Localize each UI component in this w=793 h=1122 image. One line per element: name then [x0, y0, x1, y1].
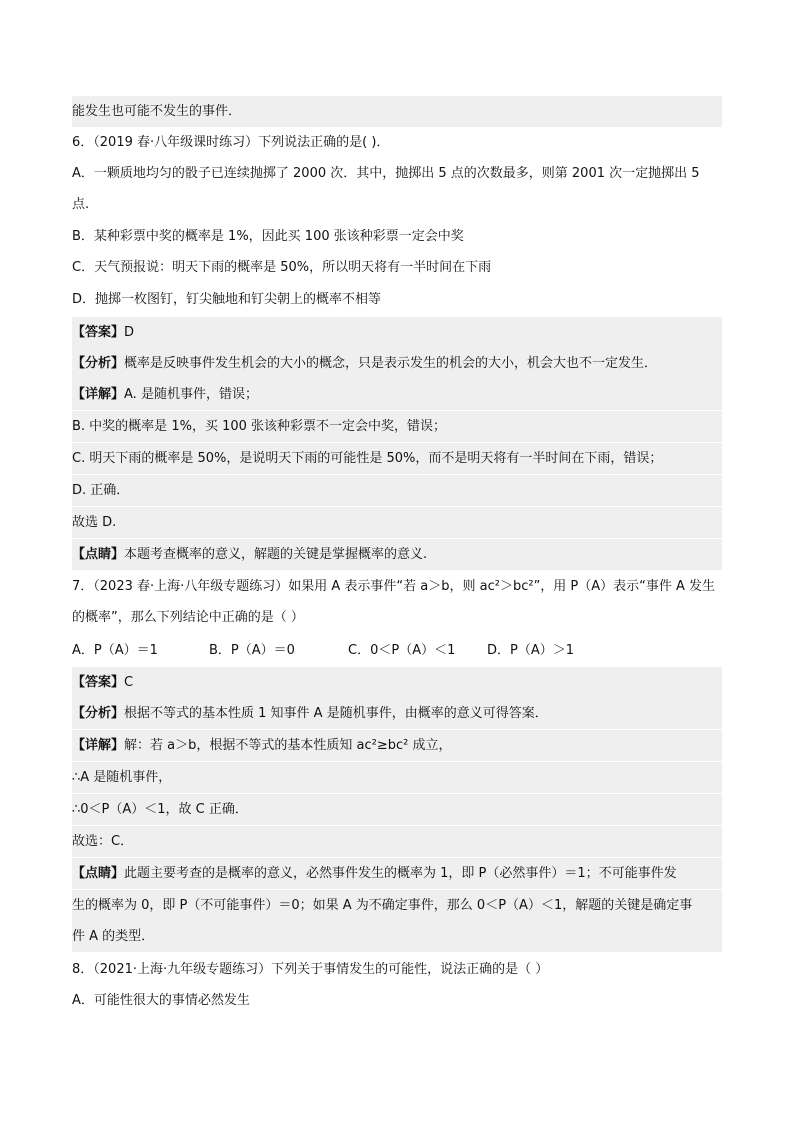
- q7-option-a: A．P（A）＝1: [72, 643, 158, 658]
- detail-line: 【详解】A. 是随机事件，错误；: [72, 379, 722, 410]
- option-b: B．某种彩票中奖的概率是 1%，因此买 100 张该种彩票一定会中奖: [72, 229, 464, 244]
- q7-option-d: D．P（A）＞1: [487, 643, 575, 658]
- option-a-cont: 点.: [72, 197, 90, 212]
- q8-option-a: A．可能性很大的事情必然发生: [72, 993, 250, 1008]
- choice-line: 故选 D.: [72, 507, 722, 538]
- q7-detail-3: ∴0＜P（A）＜1，故 C 正确．: [72, 794, 722, 825]
- question-7-stem: 7．（2023 春·上海·八年级专题练习）如果用 A 表示事件“若 a＞b，则 ac²＞bc²”，用 P（A）表示“事件 A 发生: [72, 579, 716, 594]
- q7-note: 【点睛】此题主要考查的是概率的意义，必然事件发生的概率为 1，即 P（必然事件）＝1；不可能事件发: [72, 858, 722, 889]
- option-d: D．抛掷一枚图钉，钉尖触地和钉尖朝上的概率不相等: [72, 292, 382, 307]
- analysis-line: 【分析】概率是反映事件发生机会的大小的概念，只是表示发生的机会的大小，机会大也不一定发生．: [72, 348, 722, 379]
- detail-d: D. 正确．: [72, 475, 722, 506]
- question-6-stem: 6．（2019 春·八年级课时练习）下列说法正确的是( )．: [72, 135, 390, 150]
- option-a: A．一颗质地均匀的骰子已连续抛掷了 2000 次．其中，抛掷出 5 点的次数最多，则第 2001 次一定抛掷出 5: [72, 166, 700, 181]
- q7-option-b: B．P（A）＝0: [209, 643, 295, 658]
- answer-line: 【答案】D: [72, 317, 722, 348]
- option-c: C．天气预报说：明天下雨的概率是 50%，所以明天将有一半时间在下雨: [72, 260, 492, 275]
- q7-detail: 【详解】解：若 a＞b，根据不等式的基本性质知 ac²≥bc² 成立，: [72, 730, 722, 761]
- q7-detail-2: ∴A 是随机事件，: [72, 762, 722, 793]
- q7-answer: 【答案】C: [72, 667, 722, 698]
- q7-note-2: 生的概率为 0，即 P（不可能事件）＝0；如果 A 为不确定事件，那么 0＜P（A）＜1，解题的关键是确定事: [72, 890, 722, 921]
- text-line: 能发生也可能不发生的事件．: [72, 96, 722, 127]
- detail-c: C. 明天下雨的概率是 50%，是说明天下雨的可能性是 50%，而不是明天将有一半时间在下雨，错误；: [72, 443, 722, 474]
- question-8-stem: 8．（2021·上海·九年级专题练习）下列关于事情发生的可能性，说法正确的是（ ）: [72, 962, 549, 977]
- q7-analysis: 【分析】根据不等式的基本性质 1 知事件 A 是随机事件，由概率的意义可得答案．: [72, 698, 722, 729]
- q7-detail-4: 故选：C．: [72, 826, 722, 857]
- question-7-stem-cont: 的概率”，那么下列结论中正确的是（ ）: [72, 610, 304, 625]
- note-line: 【点睛】本题考查概率的意义，解题的关键是掌握概率的意义.: [72, 539, 722, 570]
- q7-option-c: C．0＜P（A）＜1: [348, 643, 456, 658]
- q7-note-3: 件 A 的类型．: [72, 921, 722, 952]
- question-7-options: [72, 635, 722, 666]
- detail-b: B. 中奖的概率是 1%，买 100 张该种彩票不一定会中奖，错误；: [72, 411, 722, 442]
